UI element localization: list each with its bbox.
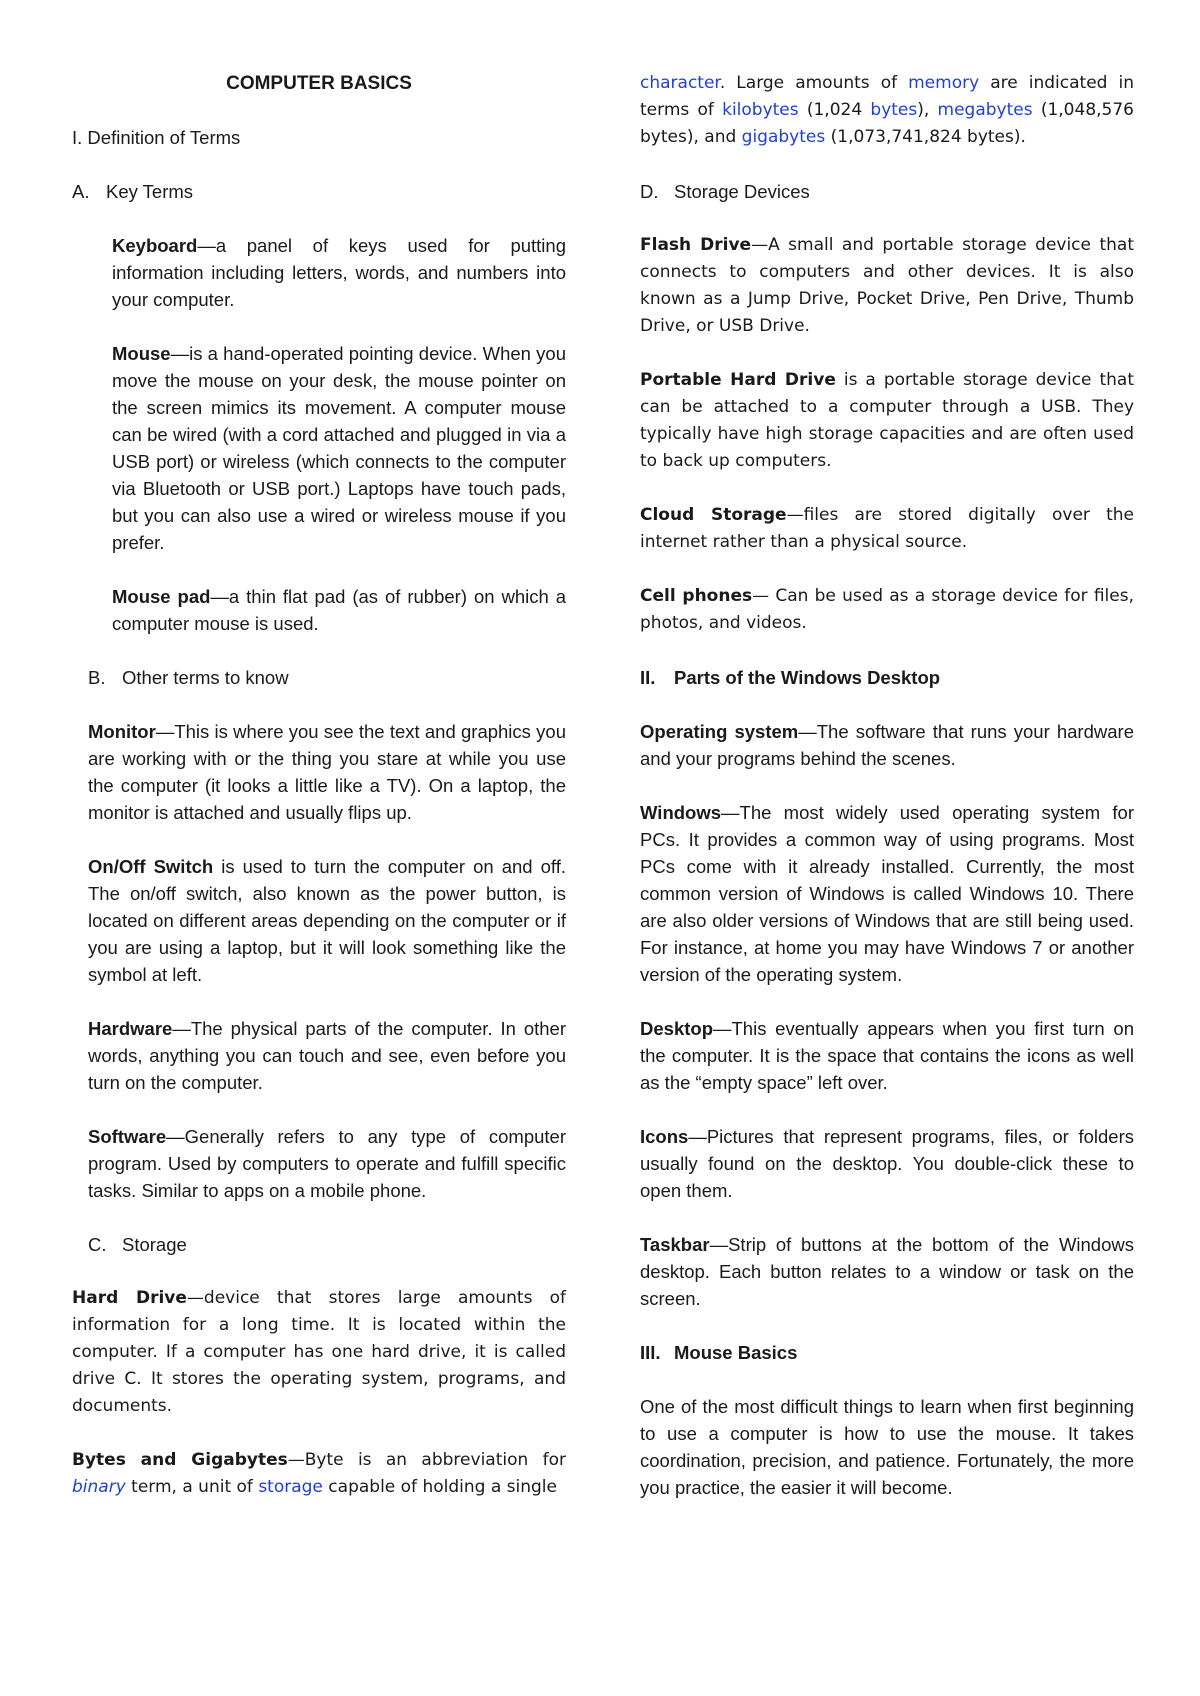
term-bytes-name: Bytes and Gigabytes	[72, 1450, 288, 1470]
term-software	[72, 1123, 566, 1204]
term-cell-phones	[640, 583, 1134, 637]
section-3-body: One of the most difficult things to learn when first beginning to use a computer is how to use the mouse. It takes coordination, precision, and patience. Fortunately, the more you practice, the easier it will become.	[640, 1396, 1134, 1498]
term-operating-system-name: Operating system	[640, 721, 799, 742]
link-bytes[interactable]: bytes	[870, 100, 918, 120]
term-mouse-pad-def: —a thin flat pad (as of rubber) on which a computer mouse is used.	[112, 586, 566, 634]
term-bytes-gigabytes-part2	[640, 70, 1134, 151]
link-megabytes[interactable]: megabytes	[937, 100, 1033, 120]
term-monitor	[72, 718, 566, 826]
term-desktop-name: Desktop	[640, 1018, 713, 1039]
term-hard-drive	[72, 1285, 566, 1420]
bytes-text-5: are indicated in terms of	[640, 73, 1134, 120]
subsection-b-heading	[72, 664, 566, 691]
page-title: COMPUTER BASICS	[226, 73, 412, 94]
subsection-c-heading	[72, 1231, 566, 1258]
term-flash-drive-name: Flash Drive	[640, 235, 752, 255]
section-1-heading: I. Definition of Terms	[72, 127, 241, 148]
term-hardware	[72, 1015, 566, 1096]
section-3-heading	[640, 1339, 1134, 1366]
term-cloud-storage	[640, 502, 1134, 556]
term-keyboard	[72, 232, 566, 313]
bytes-text-2: term, a unit of	[125, 1477, 259, 1497]
subsection-c-label: C.	[88, 1234, 107, 1255]
right-column	[640, 70, 1134, 1528]
term-on-off-switch-def: is used to turn the computer on and off. The on/off switch, also known as the power button, is located on different areas depending on the computer or if you are using a laptop, but it will look something like the symbol at left.	[88, 856, 566, 985]
term-windows-name: Windows	[640, 802, 722, 823]
term-windows-def: —The most widely used operating system for PCs. It provides a common way of using programs. Most PCs come with it already installed. Currently, the most common version of Windows is called Windows 10. There are also older versions of Windows that are still being used. For instance, at home you may have Windows 7 or another version of the operating system.	[640, 802, 1134, 985]
term-hard-drive-def: —device that stores large amounts of information for a long time. It is located within the computer. If a computer has one hard drive, it is called drive C. It stores the operating system, programs, and documents.	[72, 1288, 567, 1416]
term-operating-system-def: —The software that runs your hardware and your programs behind the scenes.	[640, 721, 1134, 769]
link-gigabytes[interactable]: gigabytes	[741, 127, 826, 147]
section-2-text: Parts of the Windows Desktop	[674, 667, 941, 688]
subsection-a-text: Key Terms	[106, 181, 194, 202]
term-portable-hard-drive-name: Portable Hard Drive	[640, 370, 836, 390]
term-keyboard-name: Keyboard	[112, 235, 198, 256]
link-binary[interactable]: binary	[72, 1477, 126, 1497]
subsection-d-text: Storage Devices	[674, 181, 810, 202]
term-flash-drive	[640, 232, 1134, 340]
term-taskbar-name: Taskbar	[640, 1234, 710, 1255]
term-operating-system	[640, 718, 1134, 772]
term-hardware-def: —The physical parts of the computer. In other words, anything you can touch and see, even before you turn on the computer.	[88, 1018, 566, 1093]
term-flash-drive-def: —A small and portable storage device that connects to computers and other devices. It is also known as a Jump Drive, Pocket Drive, Pen Drive, Thumb Drive, or USB Drive.	[640, 235, 1134, 336]
term-monitor-name: Monitor	[88, 721, 156, 742]
term-on-off-switch	[72, 853, 566, 988]
bytes-text-6: (1,024	[798, 100, 871, 120]
bytes-text-4: . Large amounts of	[719, 73, 909, 93]
left-column	[72, 70, 566, 1528]
term-icons	[640, 1123, 1134, 1204]
section-3-label: III.	[640, 1342, 661, 1363]
term-monitor-def: —This is where you see the text and graphics you are working with or the thing you stare at while you use the computer (it looks a little like a TV). On a laptop, the monitor is attached and usually flips up.	[88, 721, 566, 823]
bytes-text-3: capable of holding a single	[322, 1477, 557, 1497]
term-cell-phones-name: Cell phones	[640, 586, 753, 606]
term-mouse-def: —is a hand-operated pointing device. When you move the mouse on your desk, the mouse pointer on the screen mimics its movement. A computer mouse can be wired (with a cord attached and plugged in via a USB port) or wireless (which connects to the computer via Bluetooth or USB port.) Laptops have touch pads, but you can also use a wired or wireless mouse if you prefer.	[112, 343, 566, 553]
term-bytes-gigabytes-part1	[72, 1447, 566, 1501]
bytes-text-1: —Byte is an abbreviation for	[287, 1450, 567, 1470]
bytes-text-8: (1,048,576 bytes), and	[640, 100, 1134, 147]
link-memory[interactable]: memory	[908, 73, 980, 93]
subsection-b-label: B.	[88, 667, 106, 688]
term-mouse	[72, 340, 566, 556]
term-portable-hard-drive-def: is a portable storage device that can be attached to a computer through a USB. They typically have high storage capacities and are often used to back up computers.	[640, 370, 1134, 471]
bytes-text-9: (1,073,741,824 bytes).	[825, 127, 1026, 147]
section-2-label: II.	[640, 667, 656, 688]
term-desktop	[640, 1015, 1134, 1096]
subsection-c-text: Storage	[122, 1234, 187, 1255]
term-cloud-storage-def: —files are stored digitally over the internet rather than a physical source.	[640, 505, 1134, 552]
subsection-a-heading	[72, 178, 566, 205]
term-portable-hard-drive	[640, 367, 1134, 475]
term-mouse-name: Mouse	[112, 343, 171, 364]
term-hardware-name: Hardware	[88, 1018, 173, 1039]
term-on-off-switch-name: On/Off Switch	[88, 856, 214, 877]
term-keyboard-def: —a panel of keys used for putting information including letters, words, and numbers into your computer.	[112, 235, 566, 310]
term-hard-drive-name: Hard Drive	[72, 1288, 187, 1308]
bytes-text-7: ),	[917, 100, 938, 120]
term-cell-phones-def: — Can be used as a storage device for files, photos, and videos.	[640, 586, 1134, 633]
term-software-name: Software	[88, 1126, 167, 1147]
term-windows	[640, 799, 1134, 988]
term-mouse-pad-name: Mouse pad	[112, 586, 211, 607]
link-storage[interactable]: storage	[258, 1477, 323, 1497]
subsection-d-label: D.	[640, 181, 659, 202]
subsection-a-label: A.	[72, 181, 90, 202]
term-taskbar-def: —Strip of buttons at the bottom of the Windows desktop. Each button relates to a window or task on the screen.	[640, 1234, 1134, 1309]
link-character[interactable]: character	[640, 73, 720, 93]
link-kilobytes[interactable]: kilobytes	[722, 100, 799, 120]
term-cloud-storage-name: Cloud Storage	[640, 505, 787, 525]
term-taskbar	[640, 1231, 1134, 1312]
term-desktop-def: —This eventually appears when you first turn on the computer. It is the space that contains the icons as well as the “empty space” left over.	[640, 1018, 1134, 1093]
section-3-text: Mouse Basics	[674, 1342, 798, 1363]
term-software-def: —Generally refers to any type of computer program. Used by computers to operate and fulfill specific tasks. Similar to apps on a mobile phone.	[88, 1126, 566, 1201]
section-2-heading	[640, 664, 1134, 691]
subsection-b-text: Other terms to know	[122, 667, 289, 688]
term-icons-def: —Pictures that represent programs, files, or folders usually found on the desktop. You double-click these to open them.	[640, 1126, 1134, 1201]
term-icons-name: Icons	[640, 1126, 689, 1147]
term-mouse-pad	[72, 583, 566, 637]
subsection-d-heading	[640, 178, 1134, 205]
